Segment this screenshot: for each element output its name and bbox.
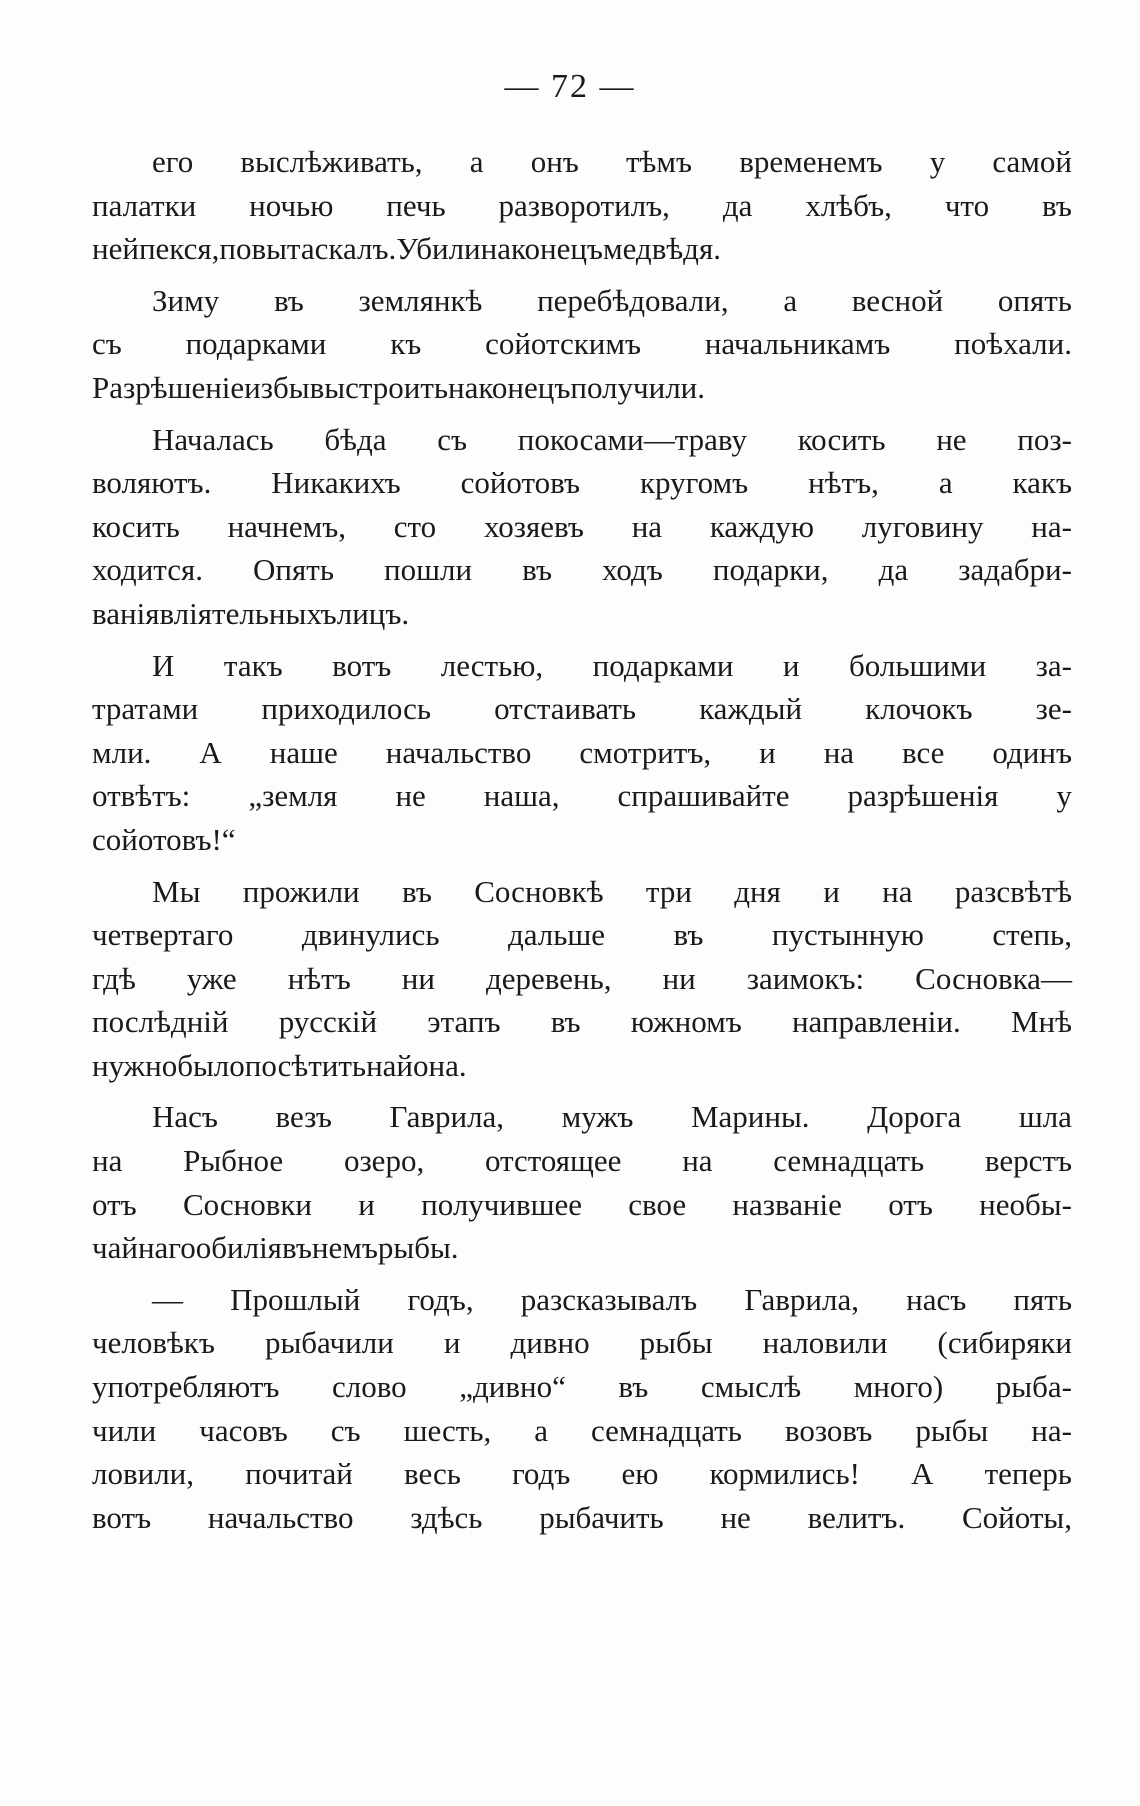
word: Марины. bbox=[690, 1099, 810, 1135]
word: все bbox=[902, 734, 945, 770]
word: много) bbox=[853, 1369, 944, 1405]
word: ловили, bbox=[92, 1456, 195, 1492]
word: Разрѣшеніе bbox=[92, 369, 245, 405]
word: начальникамъ bbox=[704, 326, 891, 362]
word: человѣкъ bbox=[92, 1325, 215, 1361]
word: задабри- bbox=[958, 552, 1072, 588]
word: слово bbox=[332, 1369, 407, 1405]
word: — bbox=[152, 1281, 183, 1317]
word: Прошлый bbox=[230, 1281, 361, 1317]
word: медвѣдя. bbox=[602, 231, 721, 267]
word: озеро, bbox=[343, 1143, 425, 1179]
word: ней bbox=[92, 231, 139, 267]
word: отъ bbox=[888, 1186, 933, 1222]
word: онъ bbox=[530, 144, 579, 179]
text-line bbox=[92, 1452, 1072, 1496]
word: свое bbox=[628, 1186, 687, 1222]
paragraph bbox=[92, 140, 1072, 271]
word: а bbox=[783, 282, 798, 318]
word: верстъ bbox=[984, 1143, 1072, 1179]
word: почитай bbox=[245, 1456, 353, 1492]
word: вотъ bbox=[332, 647, 392, 683]
word: на- bbox=[1031, 1412, 1072, 1448]
word: часовъ bbox=[199, 1412, 288, 1448]
word: Никакихъ bbox=[271, 465, 401, 501]
word: весь bbox=[403, 1456, 461, 1492]
word: дальше bbox=[507, 917, 606, 953]
word: сойотовъ!“ bbox=[92, 821, 236, 857]
word: Гаврила, bbox=[389, 1099, 505, 1135]
word: что bbox=[944, 187, 990, 223]
word: не bbox=[936, 421, 967, 457]
word: на bbox=[92, 1143, 123, 1179]
word: разворотилъ, bbox=[498, 187, 670, 223]
text-line bbox=[92, 913, 1072, 957]
word: мли. bbox=[92, 734, 152, 770]
word: нѣтъ bbox=[287, 960, 351, 996]
word: было bbox=[177, 1047, 245, 1083]
word: въ bbox=[281, 1230, 312, 1266]
word: отстоящее bbox=[484, 1143, 622, 1179]
word: ходъ bbox=[602, 552, 663, 588]
text-line bbox=[92, 1278, 1072, 1322]
word: сто bbox=[393, 508, 437, 544]
word: въ bbox=[618, 1369, 649, 1405]
word: а bbox=[534, 1412, 548, 1448]
word: необы- bbox=[979, 1186, 1072, 1222]
word: тѣмъ bbox=[626, 144, 693, 179]
word: употребляютъ bbox=[92, 1369, 280, 1405]
word: начнемъ, bbox=[227, 508, 347, 544]
word: въ bbox=[401, 873, 432, 909]
text-line bbox=[92, 818, 1072, 862]
word: выслѣживать, bbox=[240, 144, 423, 179]
text-line bbox=[92, 1095, 1072, 1139]
word: три bbox=[645, 873, 692, 909]
word: палатки bbox=[92, 187, 197, 223]
word: каждый bbox=[699, 691, 803, 727]
paragraph bbox=[92, 1278, 1072, 1540]
text-line bbox=[92, 548, 1072, 592]
word: сойотскимъ bbox=[485, 326, 642, 362]
word: въ bbox=[1042, 187, 1072, 223]
word: ни bbox=[662, 960, 696, 996]
word: вотъ bbox=[92, 1499, 152, 1535]
word: не bbox=[395, 778, 426, 814]
word: да bbox=[722, 187, 753, 223]
word: заимокъ: bbox=[746, 960, 865, 996]
word: повытаскалъ. bbox=[219, 231, 397, 267]
word: Рыбное bbox=[183, 1143, 284, 1179]
word: наше bbox=[269, 734, 338, 770]
word: вліятельныхъ bbox=[159, 595, 337, 631]
text-line bbox=[92, 227, 1072, 271]
word: рыба- bbox=[995, 1369, 1072, 1405]
word: въ bbox=[522, 552, 553, 588]
word: А bbox=[199, 734, 222, 770]
text-line bbox=[92, 1365, 1072, 1409]
text-line bbox=[92, 461, 1072, 505]
word: избы bbox=[244, 369, 310, 405]
word: Гаврила, bbox=[744, 1281, 859, 1317]
word: отстаивать bbox=[494, 691, 636, 727]
word: косить bbox=[92, 508, 180, 544]
word: наконецъ bbox=[480, 231, 603, 267]
word: самой bbox=[992, 144, 1072, 179]
word: четвертаго bbox=[92, 917, 234, 953]
word: послѣдній bbox=[92, 1004, 229, 1040]
word: уже bbox=[186, 960, 237, 996]
page-number: — 72 — bbox=[504, 68, 636, 105]
word: наконецъ bbox=[448, 369, 571, 405]
word: и bbox=[782, 647, 800, 683]
word: чили bbox=[92, 1412, 157, 1448]
word: хлѣбъ, bbox=[805, 187, 892, 223]
word: Сосновки bbox=[182, 1186, 313, 1222]
text-line bbox=[92, 774, 1072, 818]
word: степь, bbox=[992, 917, 1072, 953]
paragraph bbox=[92, 279, 1072, 410]
word: начальство bbox=[385, 734, 532, 770]
text-line bbox=[92, 870, 1072, 914]
word: кругомъ bbox=[640, 465, 749, 501]
word: рыбы. bbox=[377, 1230, 459, 1266]
word: Убили bbox=[396, 231, 481, 267]
word: насъ bbox=[906, 1281, 967, 1317]
paragraph bbox=[92, 418, 1072, 636]
word: на bbox=[682, 1143, 713, 1179]
word: хозяевъ bbox=[483, 508, 584, 544]
text-line bbox=[92, 1183, 1072, 1227]
word: какъ bbox=[1012, 465, 1072, 501]
word: южномъ bbox=[630, 1004, 742, 1040]
word: спрашивайте bbox=[617, 778, 790, 814]
text-line bbox=[92, 1044, 1072, 1088]
word: направленіи. bbox=[791, 1004, 961, 1040]
text-line bbox=[92, 322, 1072, 366]
word: землянкѣ bbox=[358, 282, 483, 318]
word: Мы bbox=[152, 873, 201, 909]
word: клочокъ bbox=[865, 691, 973, 727]
word: луговину bbox=[861, 508, 984, 544]
word: „дивно“ bbox=[459, 1369, 566, 1405]
word: и bbox=[358, 1186, 375, 1222]
text-line bbox=[92, 184, 1072, 228]
word: и bbox=[823, 873, 840, 909]
word: каждую bbox=[709, 508, 815, 544]
word: у bbox=[929, 144, 946, 179]
word: возовъ bbox=[784, 1412, 873, 1448]
word: (сибиряки bbox=[937, 1325, 1072, 1361]
word: а bbox=[938, 465, 953, 501]
word: начальство bbox=[207, 1499, 354, 1535]
word: съ bbox=[437, 421, 468, 457]
word: шесть, bbox=[403, 1412, 492, 1448]
word: отвѣтъ: bbox=[92, 778, 191, 814]
word: рыбы bbox=[639, 1325, 713, 1361]
word: шла bbox=[1018, 1099, 1072, 1135]
word: на bbox=[823, 734, 855, 770]
word: пустынную bbox=[771, 917, 924, 953]
word: на bbox=[631, 508, 663, 544]
word: рыбачили bbox=[264, 1325, 394, 1361]
word: получили. bbox=[570, 369, 706, 405]
word: въ bbox=[673, 917, 704, 953]
text-line bbox=[92, 1496, 1072, 1540]
text-line bbox=[92, 644, 1072, 688]
word: ночью bbox=[249, 187, 334, 223]
word: ни bbox=[401, 960, 435, 996]
word: его bbox=[152, 144, 194, 179]
word: ходится. bbox=[92, 552, 203, 588]
word: не bbox=[720, 1499, 751, 1535]
word: приходилось bbox=[261, 691, 431, 727]
word: нѣтъ, bbox=[808, 465, 879, 501]
text-line bbox=[92, 1321, 1072, 1365]
word: „земля bbox=[248, 778, 338, 814]
word: смыслѣ bbox=[700, 1369, 802, 1405]
word: Сосновкѣ bbox=[474, 873, 604, 909]
word: выстроить bbox=[309, 369, 449, 405]
word: сойотовъ bbox=[460, 465, 581, 501]
word: тратами bbox=[92, 691, 199, 727]
text-line bbox=[92, 140, 1072, 184]
text-line bbox=[92, 1409, 1072, 1453]
word: зе- bbox=[1035, 691, 1072, 727]
word: въ bbox=[550, 1004, 581, 1040]
word: въ bbox=[273, 282, 304, 318]
word: мужъ bbox=[561, 1099, 634, 1135]
text-line bbox=[92, 731, 1072, 775]
word: чайнаго bbox=[92, 1230, 196, 1266]
word: большими bbox=[849, 647, 987, 683]
word: наша, bbox=[483, 778, 560, 814]
word: разрѣшенія bbox=[847, 778, 999, 814]
word: велитъ. bbox=[807, 1499, 906, 1535]
word: къ bbox=[390, 326, 422, 362]
word: покосами—траву bbox=[517, 421, 747, 457]
text-line bbox=[92, 1000, 1072, 1044]
word: одинъ bbox=[992, 734, 1072, 770]
word: Насъ bbox=[152, 1099, 218, 1135]
word: рыбачить bbox=[539, 1499, 664, 1535]
word: смотритъ, bbox=[579, 734, 712, 770]
word: пять bbox=[1013, 1281, 1072, 1317]
paragraph bbox=[92, 644, 1072, 862]
word: Мнѣ bbox=[1010, 1004, 1072, 1040]
word: пекся, bbox=[138, 231, 220, 267]
word: съ bbox=[330, 1412, 361, 1448]
text-line bbox=[92, 505, 1072, 549]
word: а bbox=[469, 144, 484, 179]
word: семнадцать bbox=[591, 1412, 742, 1448]
word: у bbox=[1056, 778, 1072, 814]
word: нужно bbox=[92, 1047, 178, 1083]
word: названіе bbox=[732, 1186, 842, 1222]
word: Сойоты, bbox=[962, 1499, 1072, 1535]
word: везъ bbox=[275, 1099, 332, 1135]
word: поѣхали. bbox=[954, 326, 1072, 362]
word: посѣтить bbox=[244, 1047, 367, 1083]
word: рыбы bbox=[915, 1412, 989, 1448]
word: лицъ. bbox=[336, 595, 410, 631]
word: перебѣдовали, bbox=[537, 282, 729, 318]
word: двинулись bbox=[301, 917, 440, 953]
text-line bbox=[92, 418, 1072, 462]
text-line bbox=[92, 957, 1072, 1001]
text-line bbox=[92, 279, 1072, 323]
word: Сосновка— bbox=[915, 960, 1072, 996]
word: опять bbox=[997, 282, 1072, 318]
word: за- bbox=[1035, 647, 1072, 683]
word: прожили bbox=[242, 873, 360, 909]
word: и bbox=[443, 1325, 461, 1361]
word: этапъ bbox=[427, 1004, 501, 1040]
word: дивно bbox=[510, 1325, 590, 1361]
word: подарками bbox=[592, 647, 734, 683]
word: печь bbox=[386, 187, 446, 223]
word: и bbox=[759, 734, 776, 770]
word: разсвѣтѣ bbox=[954, 873, 1072, 909]
text-line bbox=[92, 687, 1072, 731]
word: такъ bbox=[223, 647, 283, 683]
word: временемъ bbox=[739, 144, 883, 179]
word: получившее bbox=[421, 1186, 583, 1222]
word: ванія bbox=[92, 595, 160, 631]
word: разсказывалъ bbox=[520, 1281, 698, 1317]
word: Опять bbox=[253, 552, 334, 588]
word: А bbox=[911, 1456, 934, 1492]
word: русскій bbox=[278, 1004, 378, 1040]
word: подарками bbox=[185, 326, 327, 362]
body-text bbox=[92, 140, 1072, 1539]
paragraph bbox=[92, 1095, 1072, 1269]
word: поз- bbox=[1017, 421, 1072, 457]
word: теперь bbox=[984, 1456, 1072, 1492]
word: бѣда bbox=[324, 421, 387, 457]
paragraph bbox=[92, 870, 1072, 1088]
text-line bbox=[92, 1226, 1072, 1270]
word: дня bbox=[734, 873, 781, 909]
word: обилія bbox=[195, 1230, 282, 1266]
word: Дорога bbox=[867, 1099, 962, 1135]
word: съ bbox=[92, 326, 122, 362]
word: кормились! bbox=[709, 1456, 860, 1492]
word: гдѣ bbox=[92, 960, 136, 996]
word: лестью, bbox=[440, 647, 544, 683]
word: весной bbox=[851, 282, 944, 318]
word: пошли bbox=[384, 552, 473, 588]
word: Зиму bbox=[152, 282, 220, 318]
word: годъ bbox=[511, 1456, 571, 1492]
word: И bbox=[152, 647, 175, 683]
word: да bbox=[878, 552, 909, 588]
word: воляютъ. bbox=[92, 465, 212, 501]
word: Началась bbox=[152, 421, 274, 457]
word: семнадцать bbox=[773, 1143, 925, 1179]
word: на bbox=[882, 873, 913, 909]
text-line bbox=[92, 1139, 1072, 1183]
word: ею bbox=[621, 1456, 659, 1492]
word: подарки, bbox=[712, 552, 829, 588]
word: здѣсь bbox=[410, 1499, 483, 1535]
word: годъ, bbox=[407, 1281, 474, 1317]
word: наловили bbox=[762, 1325, 888, 1361]
word: немъ bbox=[311, 1230, 378, 1266]
word: деревень, bbox=[485, 960, 612, 996]
word: на- bbox=[1031, 508, 1072, 544]
word: косить bbox=[797, 421, 886, 457]
text-line bbox=[92, 366, 1072, 410]
word: отъ bbox=[92, 1186, 137, 1222]
word: найона. bbox=[366, 1047, 467, 1083]
text-line bbox=[92, 592, 1072, 636]
